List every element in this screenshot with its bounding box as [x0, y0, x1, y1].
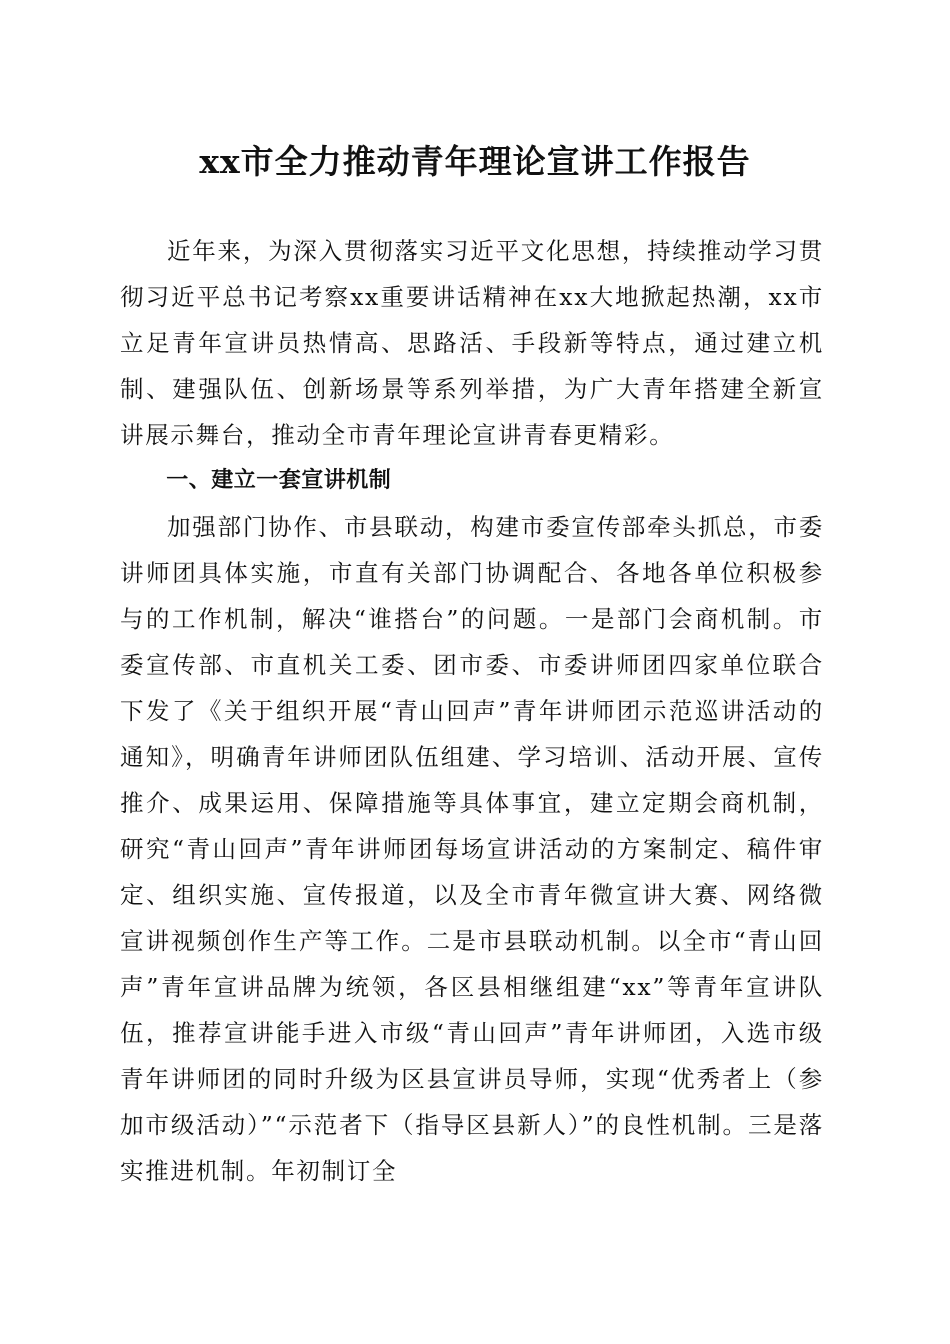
document-body: [120, 228, 824, 1194]
section-1-paragraph: 加强部门协作、市县联动，构建市委宣传部牵头抓总，市委讲师团具体实施，市直有关部门协调配合、各地各单位积极参与的工作机制，解决“谁搭台”的问题。一是部门会商机制。市委宣传部、市直机关工委、团市委、市委讲师团四家单位联合下发了《关于组织开展“青山回声”青年讲师团示范巡讲活动的通知》，明确青年讲师团队伍组建、学习培训、活动开展、宣传推介、成果运用、保障措施等具体事宜，建立定期会商机制，研究“青山回声”青年讲师团每场宣讲活动的方案制定、稿件审定、组织实施、宣传报道，以及全市青年微宣讲大赛、网络微宣讲视频创作生产等工作。二是市县联动机制。以全市“青山回声”青年宣讲品牌为统领，各区县相继组建“xx”等青年宣讲队伍，推荐宣讲能手进入市级“青山回声”青年讲师团，入选市级青年讲师团的同时升级为区县宣讲员导师，实现“优秀者上（参加市级活动）”“示范者下（指导区县新人）”的良性机制。三是落实推进机制。年初制订全: [120, 513, 824, 1185]
intro-paragraph: 近年来，为深入贯彻落实习近平文化思想，持续推动学习贯彻习近平总书记考察xx重要讲话精神在xx大地掀起热潮，xx市立足青年宣讲员热情高、思路活、手段新等特点，通过建立机制、建强队伍、创新场景等系列举措，为广大青年搭建全新宣讲展示舞台，推动全市青年理论宣讲青春更精彩。: [120, 237, 824, 449]
section-heading-1: 一、建立一套宣讲机制: [166, 468, 392, 493]
document-title: xx市全力推动青年理论宣讲工作报告: [199, 142, 751, 181]
